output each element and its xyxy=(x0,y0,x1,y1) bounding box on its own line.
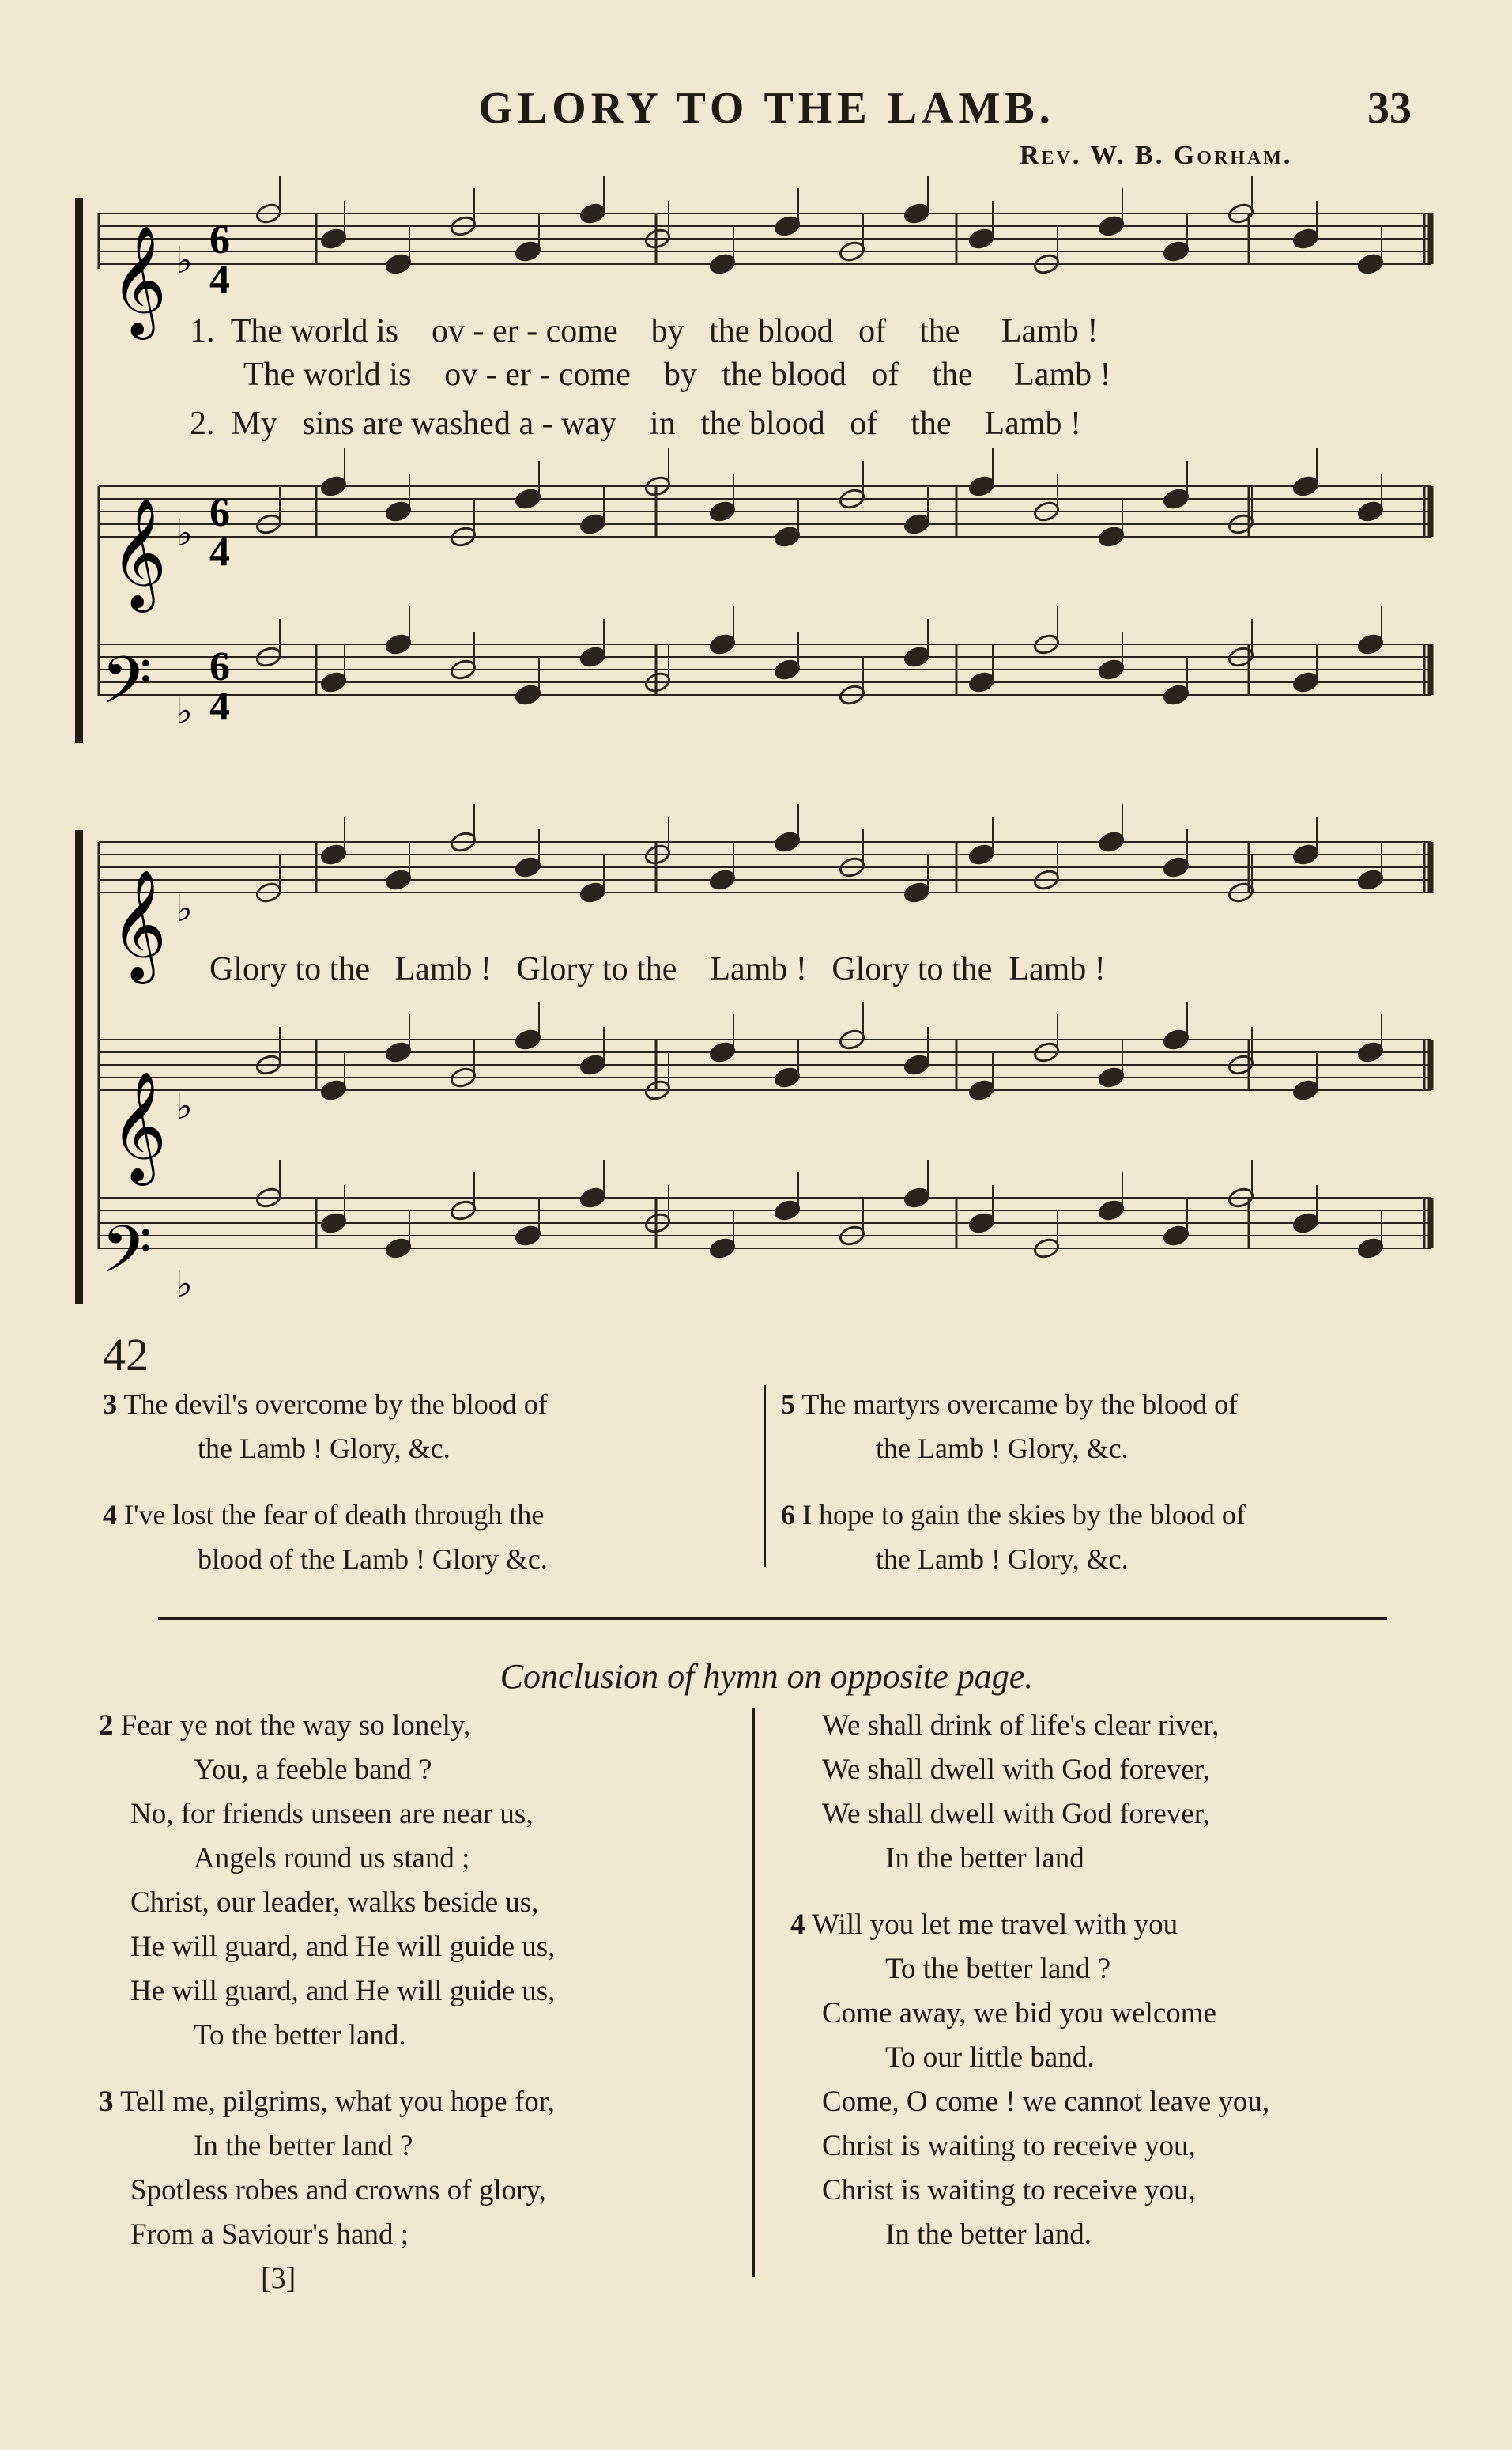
note-head xyxy=(1097,830,1125,853)
note-head xyxy=(1162,683,1190,706)
conclusion-heading: Conclusion of hymn on opposite page. xyxy=(500,1657,1034,1696)
flat-icon: ♭ xyxy=(175,887,193,930)
time-signature-bottom: 4 xyxy=(209,530,230,575)
system-bracket xyxy=(75,830,83,1304)
lyric-verse1-line1: 1. The world is ov - er - come by the blood of the Lamb ! xyxy=(190,313,1099,349)
note-head xyxy=(773,525,801,548)
note-head xyxy=(579,202,606,225)
lyric-verse2: 2. My sins are washed a - way in the blood of the Lamb ! xyxy=(190,406,1081,442)
flat-icon: ♭ xyxy=(175,689,193,732)
note-head xyxy=(1356,1040,1384,1063)
note-head xyxy=(967,670,995,693)
note-head xyxy=(1097,525,1125,548)
note-head xyxy=(1291,1078,1319,1101)
note-head xyxy=(319,843,347,866)
time-signature-top: 6 xyxy=(209,490,230,535)
note-head xyxy=(773,658,801,681)
note-head xyxy=(514,683,541,706)
note-head xyxy=(1162,240,1190,262)
note-head xyxy=(773,214,801,237)
hymn-number: 42 xyxy=(103,1329,149,1380)
signature-mark: [3] xyxy=(261,2262,296,2295)
system-bracket xyxy=(75,198,83,743)
time-signature-top: 6 xyxy=(209,217,230,262)
note-head xyxy=(319,1078,347,1101)
note-head xyxy=(579,1186,606,1209)
time-signature-bottom: 4 xyxy=(209,257,230,302)
note-head xyxy=(579,881,606,904)
lyric-chorus: Glory to the Lamb ! Glory to the Lamb ! Glory to the Lamb ! xyxy=(209,951,1106,987)
note-head xyxy=(708,1236,736,1259)
section-rule xyxy=(158,1617,1387,1620)
note-head xyxy=(514,487,541,510)
note-head xyxy=(579,512,606,535)
note-head xyxy=(967,1078,995,1101)
note-head xyxy=(384,868,412,891)
note-head xyxy=(903,881,930,904)
note-head xyxy=(384,252,412,275)
note-head xyxy=(1097,658,1125,681)
time-signature-bottom: 4 xyxy=(209,684,230,729)
note-head xyxy=(967,1211,995,1234)
note-head xyxy=(579,645,606,668)
note-head xyxy=(514,1028,541,1051)
lyric-verse1-line2: The world is ov - er - come by the blood of the Lamb ! xyxy=(243,357,1111,393)
flat-icon: ♭ xyxy=(175,239,193,281)
note-head xyxy=(1291,474,1319,497)
column-divider xyxy=(764,1385,766,1567)
note-head xyxy=(1162,1028,1190,1051)
note-head xyxy=(319,227,347,250)
note-head xyxy=(384,632,412,655)
stanza-3-continued: We shall drink of life's clear river, We shall dwell with God forever, We shall dwell with God forever, In the better land 4 Will you let me travel with you To the better land ? Come away, we bid you welcome To our little band. Come, O come ! we cannot leave you, Christ is waiting to receive you, Christ is waiting to receive you, In the better land. xyxy=(790,1704,1486,2257)
author-credit: Rev. W. B. Gorham. xyxy=(1020,141,1293,170)
note-head xyxy=(1291,670,1319,693)
note-head xyxy=(1356,1236,1384,1259)
note-head xyxy=(708,1040,736,1063)
note-head xyxy=(708,868,736,891)
note-head xyxy=(1356,632,1384,655)
stanza-2: 2 Fear ye not the way so lonely, You, a feeble band ? No, for friends unseen are near us, Angels round us stand ; Christ, our leader, walks beside us, He will guard, and He will guide us, He will guard, and He will guide us, To the better land. 3 Tell me, pilgrims, what you hope for, In the better land ? Spotless robes and crowns of glory, From a Saviour's hand ; xyxy=(99,1709,556,2251)
time-signature-top: 6 xyxy=(209,644,230,689)
note-head xyxy=(1097,214,1125,237)
verse-5: 5 The martyrs overcame by the blood of the Lamb ! Glory, &c. xyxy=(781,1388,1239,1464)
note-head xyxy=(1097,1066,1125,1089)
treble-clef-icon: 𝄞 xyxy=(111,225,167,335)
note-head xyxy=(1356,500,1384,523)
note-head xyxy=(319,670,347,693)
flat-icon: ♭ xyxy=(175,1263,193,1305)
note-head xyxy=(903,1053,930,1076)
note-head xyxy=(903,1186,930,1209)
note-head xyxy=(903,645,930,668)
note-head xyxy=(708,632,736,655)
column-divider xyxy=(752,1708,755,2277)
note-head xyxy=(579,1053,606,1076)
note-head xyxy=(903,512,930,535)
treble-clef-icon: 𝄞 xyxy=(111,870,167,980)
treble-clef-icon: 𝄞 xyxy=(111,498,167,608)
verse-4: 4 I've lost the fear of death through the blood of the Lamb ! Glory &c. xyxy=(103,1499,548,1575)
note-head xyxy=(1356,252,1384,275)
note-head xyxy=(1162,487,1190,510)
page-title: GLORY TO THE LAMB. xyxy=(478,84,1055,133)
note-head xyxy=(514,855,541,878)
note-head xyxy=(1356,868,1384,891)
note-head xyxy=(967,474,995,497)
note-head xyxy=(1291,843,1319,866)
note-head xyxy=(708,252,736,275)
note-head xyxy=(773,1066,801,1089)
treble-clef-icon: 𝄞 xyxy=(111,1071,167,1181)
flat-icon: ♭ xyxy=(175,512,193,554)
note-head xyxy=(514,240,541,262)
page-number: 33 xyxy=(1367,84,1412,133)
note-head xyxy=(773,830,801,853)
note-head xyxy=(384,500,412,523)
flat-icon: ♭ xyxy=(175,1085,193,1127)
verse-3: 3 The devil's overcome by the blood of the Lamb ! Glory, &c. xyxy=(103,1388,548,1464)
note-head xyxy=(967,227,995,250)
note-head xyxy=(708,500,736,523)
note-head xyxy=(319,1211,347,1234)
note-head xyxy=(384,1040,412,1063)
note-head xyxy=(1291,227,1319,250)
note-head xyxy=(1097,1199,1125,1221)
note-head xyxy=(1162,1224,1190,1247)
note-head xyxy=(967,843,995,866)
verse-6: 6 I hope to gain the skies by the blood of the Lamb ! Glory, &c. xyxy=(781,1499,1246,1575)
note-head xyxy=(514,1224,541,1247)
note-head xyxy=(384,1236,412,1259)
note-head xyxy=(319,474,347,497)
note-head xyxy=(1162,855,1190,878)
note-head xyxy=(1291,1211,1319,1234)
note-head xyxy=(903,202,930,225)
bass-clef-icon: 𝄢 xyxy=(101,642,153,734)
bass-clef-icon: 𝄢 xyxy=(101,1211,153,1304)
stanza-4: 4 Will you let me travel with you xyxy=(790,1908,1178,1941)
clefs-and-signatures xyxy=(101,217,230,1305)
note-head xyxy=(773,1199,801,1221)
